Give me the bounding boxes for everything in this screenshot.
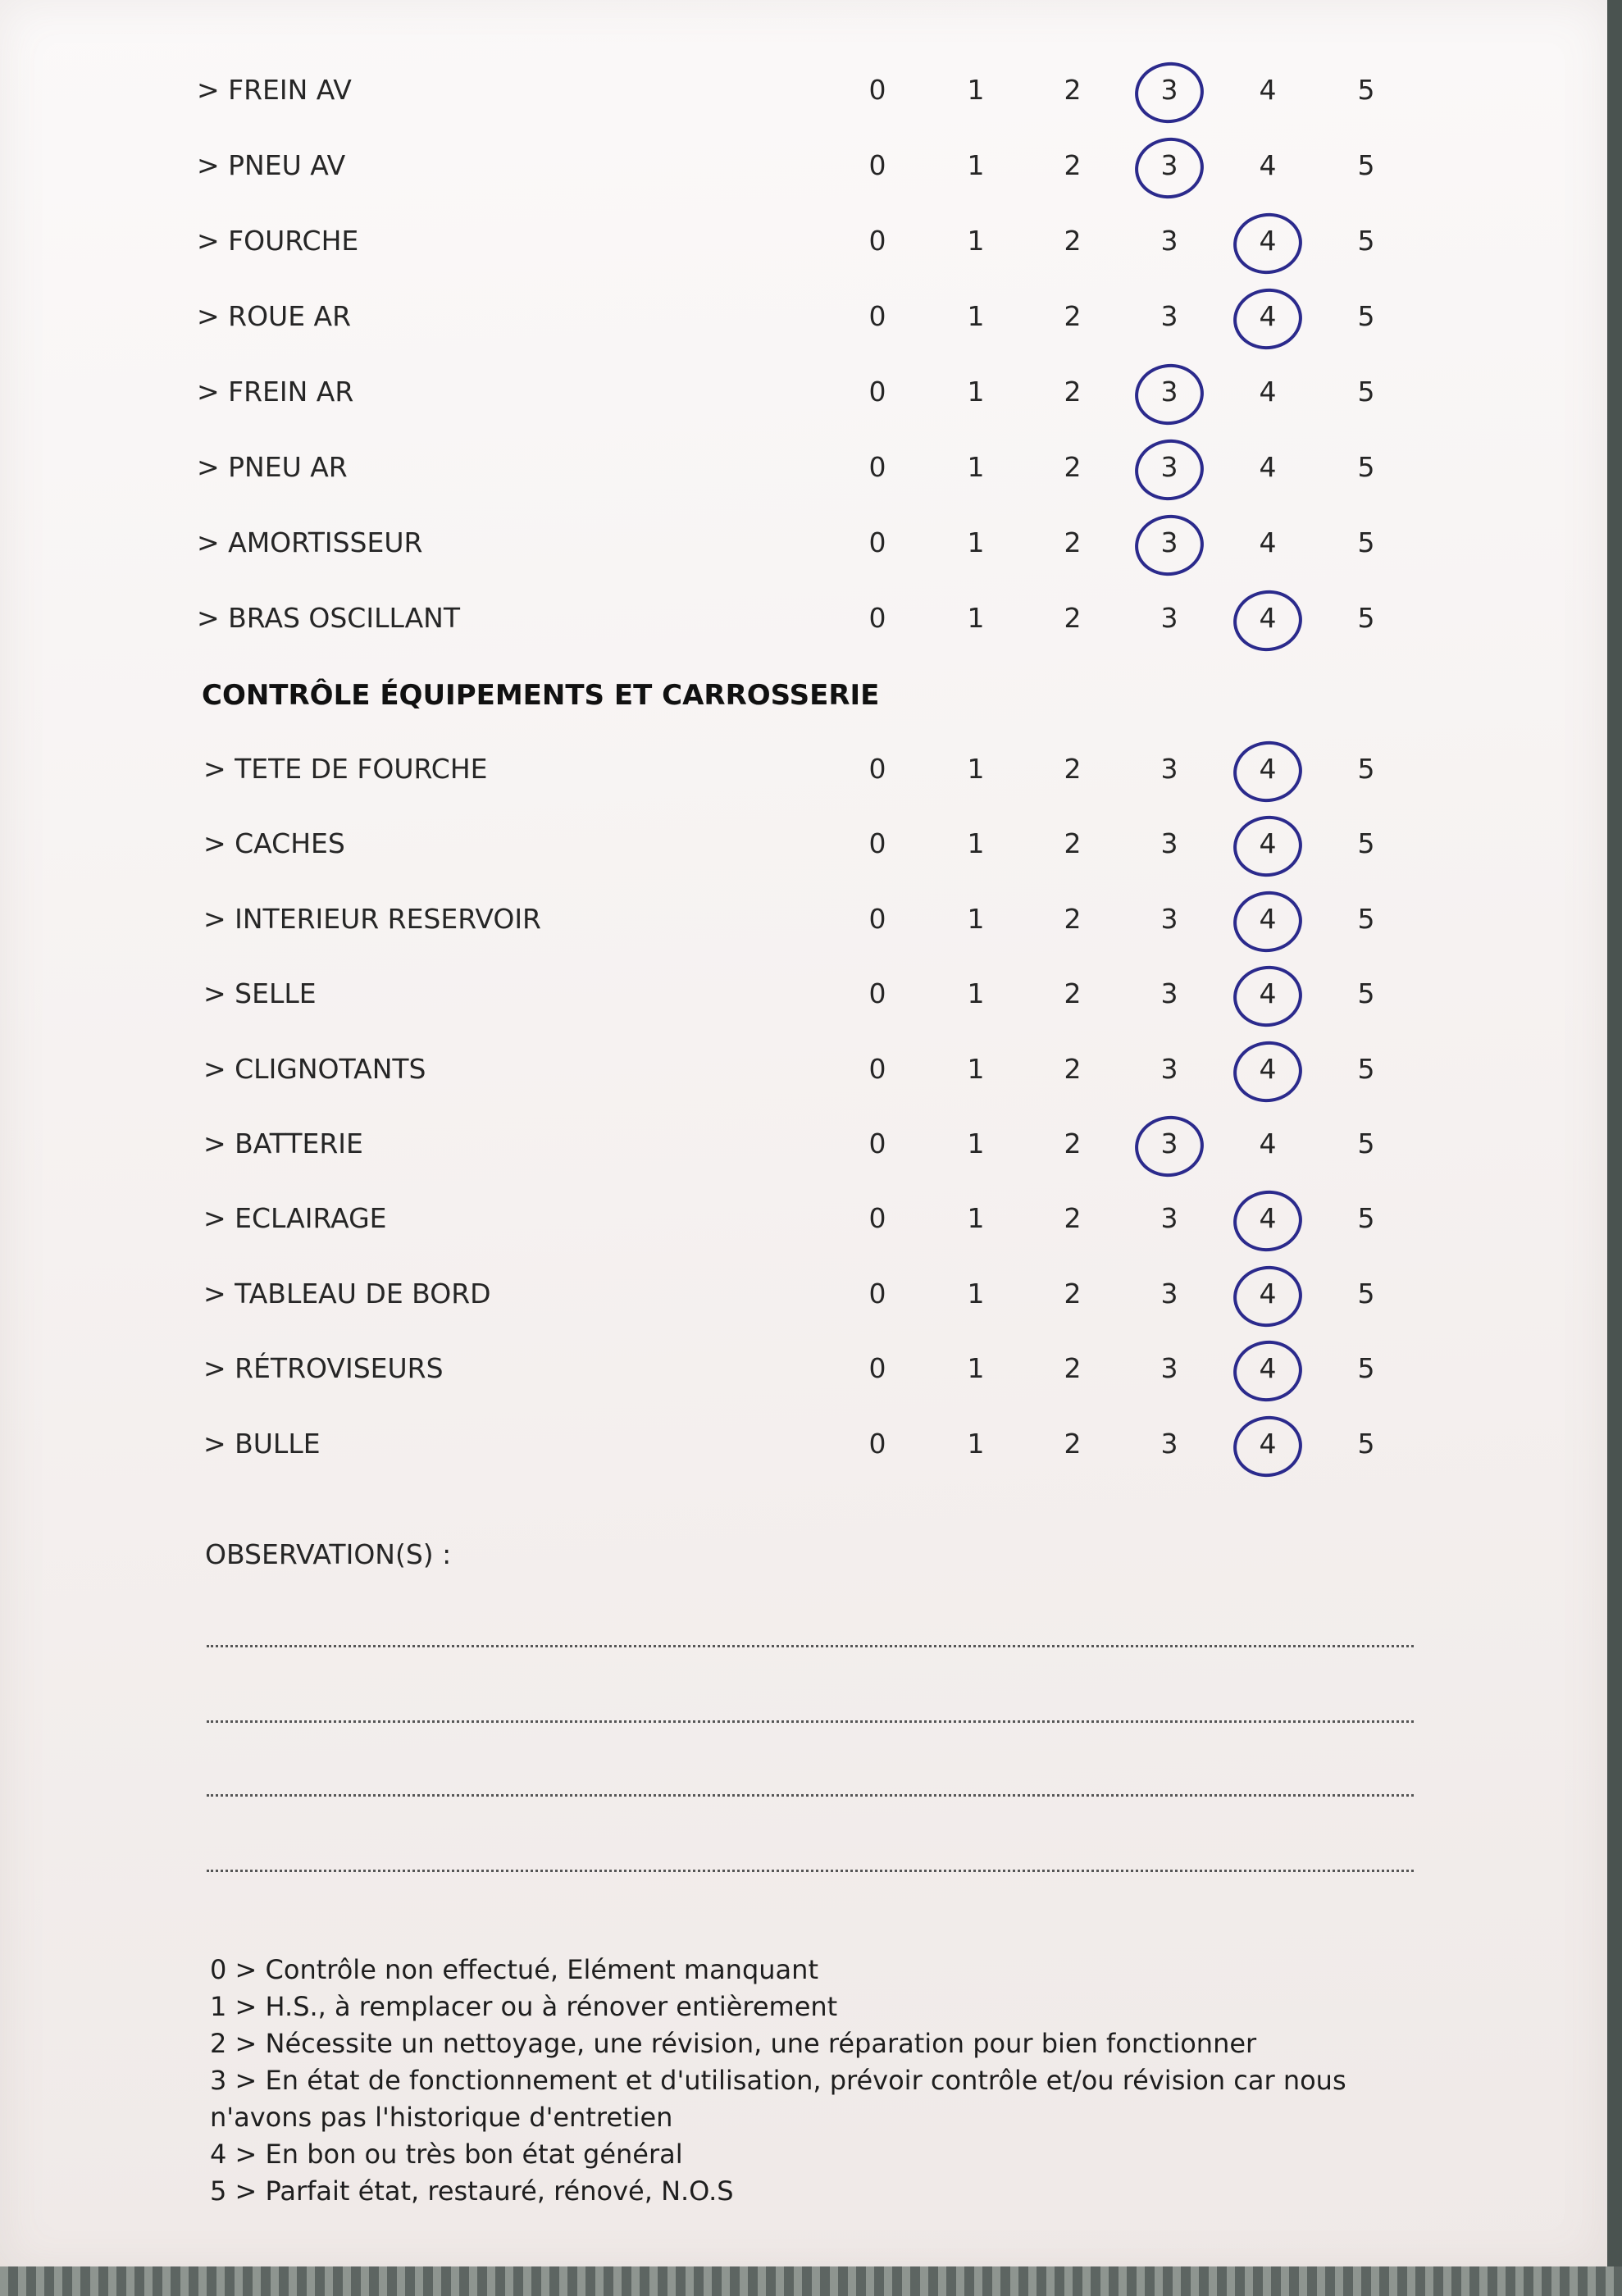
rating-option-3: 3	[1160, 902, 1178, 935]
rating-option-4: 4	[1259, 1128, 1277, 1159]
rating-option-2: 2	[1064, 300, 1082, 332]
rating-option-3: 3	[1160, 300, 1178, 332]
rating-row	[0, 1202, 1558, 1260]
item-label: > CACHES	[203, 827, 345, 860]
rating-option-0: 0	[868, 1352, 886, 1385]
rating-option-5: 5	[1357, 149, 1375, 181]
rating-option-3: 3	[1160, 1427, 1178, 1460]
rating-option-2: 2	[1064, 74, 1082, 106]
rating-option-2: 2	[1064, 977, 1082, 1010]
rating-option-5: 5	[1357, 526, 1375, 558]
rating-row	[0, 1053, 1558, 1110]
rating-option-5: 5	[1357, 300, 1375, 332]
rating-row	[0, 300, 1558, 358]
rating-option-0: 0	[868, 74, 886, 106]
rating-row	[0, 74, 1558, 131]
rating-option-1: 1	[967, 902, 985, 935]
rating-option-0: 0	[868, 1128, 886, 1159]
rating-option-2: 2	[1064, 1202, 1082, 1235]
rating-option-3: 3	[1160, 753, 1178, 785]
rating-option-0: 0	[868, 1427, 886, 1460]
rating-row	[0, 1278, 1558, 1335]
rating-row	[0, 225, 1558, 282]
observation-line	[207, 1720, 1414, 1723]
rating-option-1: 1	[967, 376, 985, 408]
rating-row	[0, 1128, 1558, 1185]
rating-option-5: 5	[1357, 1427, 1375, 1460]
rating-option-3: 3	[1160, 1052, 1178, 1085]
rating-option-4: 4	[1259, 225, 1277, 257]
item-label: > BRAS OSCILLANT	[197, 602, 461, 634]
sleeve-edge	[0, 2266, 1622, 2296]
rating-option-4: 4	[1259, 977, 1277, 1010]
rating-option-4: 4	[1259, 74, 1277, 106]
rating-option-1: 1	[967, 1052, 985, 1085]
rating-option-3: 3	[1160, 602, 1178, 634]
rating-option-0: 0	[868, 225, 886, 257]
rating-option-4: 4	[1259, 1352, 1277, 1385]
rating-option-3: 3	[1160, 1128, 1178, 1159]
rating-option-0: 0	[868, 753, 886, 785]
rating-option-1: 1	[967, 149, 985, 181]
rating-option-2: 2	[1064, 1427, 1082, 1460]
rating-option-2: 2	[1064, 1052, 1082, 1085]
rating-option-0: 0	[868, 376, 886, 408]
rating-option-4: 4	[1259, 602, 1277, 634]
rating-option-5: 5	[1357, 1352, 1375, 1385]
rating-option-1: 1	[967, 1128, 985, 1159]
rating-option-1: 1	[967, 1352, 985, 1385]
item-label: > BULLE	[203, 1427, 321, 1460]
rating-option-0: 0	[868, 1277, 886, 1310]
item-label: > CLIGNOTANTS	[203, 1052, 426, 1085]
item-label: > FREIN AV	[197, 74, 352, 106]
rating-option-1: 1	[967, 827, 985, 860]
rating-row	[0, 602, 1558, 659]
rating-option-5: 5	[1357, 602, 1375, 634]
item-label: > AMORTISSEUR	[197, 526, 423, 558]
item-label: > PNEU AV	[197, 149, 346, 181]
rating-option-2: 2	[1064, 376, 1082, 408]
rating-option-5: 5	[1357, 376, 1375, 408]
rating-option-0: 0	[868, 602, 886, 634]
rating-option-2: 2	[1064, 225, 1082, 257]
rating-option-5: 5	[1357, 1277, 1375, 1310]
legend-line: n'avons pas l'historique d'entretien	[210, 2102, 673, 2133]
rating-option-0: 0	[868, 451, 886, 483]
rating-option-3: 3	[1160, 1352, 1178, 1385]
rating-row	[0, 1352, 1558, 1410]
rating-option-5: 5	[1357, 977, 1375, 1010]
item-label: > INTERIEUR RESERVOIR	[203, 902, 541, 935]
rating-option-2: 2	[1064, 149, 1082, 181]
section-title: CONTRÔLE ÉQUIPEMENTS ET CARROSSERIE	[202, 679, 880, 712]
rating-option-5: 5	[1357, 451, 1375, 483]
rating-option-2: 2	[1064, 753, 1082, 785]
rating-option-3: 3	[1160, 1277, 1178, 1310]
rating-option-3: 3	[1160, 225, 1178, 257]
rating-option-3: 3	[1160, 376, 1178, 408]
observations-label: OBSERVATION(S) :	[205, 1538, 452, 1570]
rating-option-4: 4	[1259, 149, 1277, 181]
rating-option-1: 1	[967, 1427, 985, 1460]
rating-option-4: 4	[1259, 526, 1277, 558]
rating-option-5: 5	[1357, 902, 1375, 935]
rating-option-4: 4	[1259, 1427, 1277, 1460]
rating-option-2: 2	[1064, 1352, 1082, 1385]
rating-option-1: 1	[967, 526, 985, 558]
rating-option-3: 3	[1160, 526, 1178, 558]
item-label: > RÉTROVISEURS	[203, 1352, 444, 1385]
rating-option-2: 2	[1064, 827, 1082, 860]
item-label: > TABLEAU DE BORD	[203, 1277, 491, 1310]
rating-row	[0, 526, 1558, 584]
rating-option-2: 2	[1064, 1128, 1082, 1159]
rating-option-1: 1	[967, 977, 985, 1010]
legend-line: 3 > En état de fonctionnement et d'utilisation, prévoir contrôle et/ou révision car nous	[210, 2065, 1346, 2096]
rating-option-4: 4	[1259, 902, 1277, 935]
legend-line: 5 > Parfait état, restauré, rénové, N.O.S	[210, 2175, 734, 2207]
rating-option-0: 0	[868, 149, 886, 181]
rating-option-3: 3	[1160, 827, 1178, 860]
rating-option-4: 4	[1259, 300, 1277, 332]
item-label: > ROUE AR	[197, 300, 352, 332]
rating-row	[0, 977, 1558, 1035]
rating-option-1: 1	[967, 74, 985, 106]
legend-line: 2 > Nécessite un nettoyage, une révision, une réparation pour bien fonctionner	[210, 2028, 1257, 2059]
rating-option-2: 2	[1064, 902, 1082, 935]
item-label: > TETE DE FOURCHE	[203, 753, 488, 785]
rating-option-0: 0	[868, 1202, 886, 1235]
rating-option-4: 4	[1259, 1052, 1277, 1085]
rating-row	[0, 149, 1558, 207]
rating-option-0: 0	[868, 526, 886, 558]
rating-row	[0, 376, 1558, 433]
rating-option-2: 2	[1064, 451, 1082, 483]
rating-row	[0, 827, 1558, 885]
rating-legend	[210, 1952, 1440, 2210]
observation-line	[207, 1645, 1414, 1647]
legend-line: 4 > En bon ou très bon état général	[210, 2139, 683, 2170]
item-label: > SELLE	[203, 977, 317, 1010]
rating-option-3: 3	[1160, 977, 1178, 1010]
rating-option-0: 0	[868, 300, 886, 332]
item-label: > ECLAIRAGE	[203, 1202, 387, 1235]
observation-line	[207, 1794, 1414, 1797]
rating-option-2: 2	[1064, 526, 1082, 558]
rating-option-1: 1	[967, 1202, 985, 1235]
rating-option-4: 4	[1259, 451, 1277, 483]
item-label: > BATTERIE	[203, 1128, 363, 1159]
legend-line: 1 > H.S., à remplacer ou à rénover entièrement	[210, 1991, 838, 2022]
rating-option-1: 1	[967, 300, 985, 332]
rating-option-3: 3	[1160, 1202, 1178, 1235]
rating-row	[0, 451, 1558, 508]
rating-option-3: 3	[1160, 451, 1178, 483]
rating-option-0: 0	[868, 1052, 886, 1085]
rating-option-5: 5	[1357, 827, 1375, 860]
legend-line: 0 > Contrôle non effectué, Elément manquant	[210, 1954, 818, 1985]
rating-option-5: 5	[1357, 753, 1375, 785]
rating-option-3: 3	[1160, 74, 1178, 106]
item-label: > PNEU AR	[197, 451, 348, 483]
rating-option-1: 1	[967, 1277, 985, 1310]
rating-option-2: 2	[1064, 1277, 1082, 1310]
rating-option-5: 5	[1357, 1052, 1375, 1085]
rating-option-4: 4	[1259, 376, 1277, 408]
rating-option-4: 4	[1259, 753, 1277, 785]
rating-option-3: 3	[1160, 149, 1178, 181]
rating-row	[0, 753, 1558, 810]
rating-row	[0, 903, 1558, 960]
rating-option-5: 5	[1357, 1202, 1375, 1235]
rating-option-4: 4	[1259, 1202, 1277, 1235]
rating-option-2: 2	[1064, 602, 1082, 634]
rating-option-5: 5	[1357, 225, 1375, 257]
rating-option-0: 0	[868, 902, 886, 935]
observation-line	[207, 1870, 1414, 1872]
rating-option-4: 4	[1259, 827, 1277, 860]
rating-row	[0, 1428, 1558, 1485]
item-label: > FOURCHE	[197, 225, 359, 257]
rating-option-0: 0	[868, 977, 886, 1010]
rating-option-1: 1	[967, 225, 985, 257]
rating-option-1: 1	[967, 753, 985, 785]
rating-option-5: 5	[1357, 1128, 1375, 1159]
rating-option-4: 4	[1259, 1277, 1277, 1310]
rating-option-0: 0	[868, 827, 886, 860]
rating-option-1: 1	[967, 602, 985, 634]
item-label: > FREIN AR	[197, 376, 354, 408]
rating-option-1: 1	[967, 451, 985, 483]
rating-option-5: 5	[1357, 74, 1375, 106]
